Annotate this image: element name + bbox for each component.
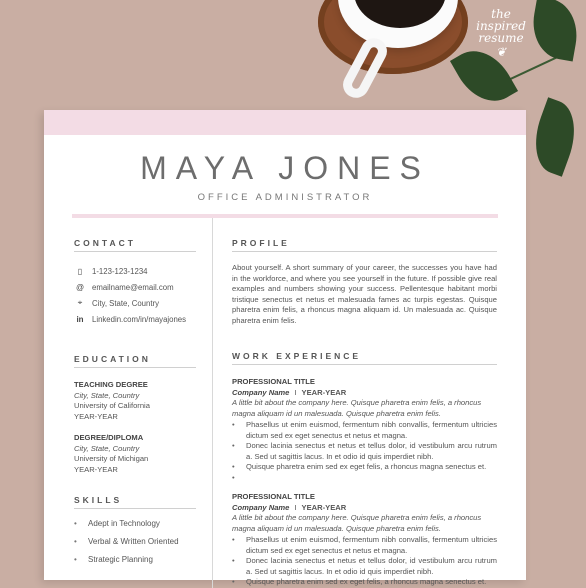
profile-heading: PROFILE bbox=[232, 238, 497, 252]
education-location: City, State, Country bbox=[74, 390, 140, 400]
education-degree: TEACHING DEGREE bbox=[74, 380, 148, 389]
job-bullet-text: Donec lacinia senectus et netus et tellus dolor, id vestibulum arcu rutrum a. Sed ut sagittis lacus. In et odio id quis imperdiet nibh. bbox=[246, 441, 497, 461]
brand-line: the bbox=[491, 7, 511, 21]
job-bullet: • Phasellus ut enim euismod, fermentum nibh convallis, fermentum ultricies dictum sed ex eget senectus et netus et magna. bbox=[232, 420, 497, 440]
column-divider bbox=[212, 218, 213, 588]
job-bullet: • bbox=[232, 473, 497, 484]
job-years: YEAR-YEAR bbox=[301, 387, 347, 397]
leaf-decoration bbox=[524, 97, 586, 176]
job-title: PROFESSIONAL TITLE bbox=[232, 377, 315, 386]
leaf-icon: ❦ bbox=[495, 45, 507, 59]
left-column bbox=[74, 238, 196, 573]
resume-page bbox=[44, 110, 526, 586]
brand-line: resume bbox=[478, 31, 524, 45]
job-about: A little bit about the company here. Quisque pharetra enim felis, a rhoncus magna aliquam id un malesuada. Quisque pharetra enim felis. bbox=[232, 513, 482, 533]
contact-email bbox=[74, 279, 196, 295]
job-about: A little bit about the company here. Quisque pharetra enim felis, a rhoncus magna aliquam id un malesuada. Quisque pharetra enim felis. bbox=[232, 398, 482, 418]
job-bullet: • Quisque pharetra enim sed ex eget felis, a rhoncus magna senectus et. bbox=[232, 462, 497, 473]
job-company-line bbox=[232, 388, 497, 399]
job-separator: I bbox=[294, 387, 297, 397]
contact-phone bbox=[74, 263, 196, 279]
contact-linkedin-text: Linkedin.com/in/mayajones bbox=[92, 314, 187, 324]
education-school: University of California bbox=[74, 401, 150, 410]
education-years: YEAR-YEAR bbox=[74, 464, 118, 474]
education-years: YEAR-YEAR bbox=[74, 411, 118, 421]
contact-list bbox=[74, 263, 196, 327]
education-list bbox=[74, 380, 196, 475]
job-company: Company Name bbox=[232, 387, 290, 397]
job-bullet-text: Phasellus ut enim euismod, fermentum nibh convallis, fermentum ultricies dictum sed ex eget senectus et netus et magna. bbox=[246, 535, 497, 555]
job-bullet-text bbox=[246, 473, 497, 484]
contact-location-text: City, State, Country bbox=[92, 298, 160, 308]
profile-text: About yourself. A short summary of your career, the successes you have had in the workforce, and where you see yourself in the future. If possible give real examples and numbers showing your success. Pellentesque habitant morbi tristique senectus et netus et malesuada fames ac turpis egestas. Quisque pharetra enim felis, a rhoncus magna aliquam id. Un malesuada ac. Quisque pharetra enim felis. bbox=[232, 263, 497, 325]
job-entry bbox=[232, 492, 497, 588]
job-years: YEAR-YEAR bbox=[301, 502, 347, 512]
resume-role: OFFICE ADMINISTRATOR bbox=[197, 192, 373, 203]
skill-item: • Adept in Technology bbox=[74, 519, 160, 528]
phone-icon: ▯ bbox=[77, 266, 83, 276]
job-bullet-text: Quisque pharetra enim sed ex eget felis, a rhoncus magna senectus et. bbox=[246, 577, 487, 586]
resume-name: MAYA JONES bbox=[140, 150, 430, 186]
contact-phone-text: 1-123-123-1234 bbox=[92, 266, 148, 276]
brand-line: inspired bbox=[476, 19, 526, 33]
location-pin-icon: ⌖ bbox=[77, 298, 83, 307]
job-separator: I bbox=[294, 502, 297, 512]
job-bullet: • Donec lacinia senectus et netus et tellus dolor, id vestibulum arcu rutrum a. Sed ut sagittis lacus. In et odio id quis imperdiet nibh. bbox=[232, 441, 497, 461]
skill-text: Adept in Technology bbox=[88, 519, 160, 528]
education-school: University of Michigan bbox=[74, 454, 149, 463]
job-company: Company Name bbox=[232, 502, 290, 512]
top-accent-band bbox=[44, 110, 526, 135]
right-column bbox=[232, 238, 497, 588]
contact-heading: CONTACT bbox=[74, 238, 196, 252]
skill-item: • Strategic Planning bbox=[74, 555, 153, 564]
education-item bbox=[74, 380, 196, 422]
education-item bbox=[74, 433, 196, 475]
skills-list bbox=[74, 519, 196, 573]
education-heading: EDUCATION bbox=[74, 354, 196, 368]
job-bullet: • Quisque pharetra enim sed ex eget felis, a rhoncus magna senectus et. bbox=[232, 577, 497, 588]
job-bullets bbox=[232, 535, 497, 588]
skill-text: Verbal & Written Oriented bbox=[88, 537, 179, 546]
job-bullet-text: Quisque pharetra enim sed ex eget felis, a rhoncus magna senectus et. bbox=[246, 462, 487, 471]
experience-heading: WORK EXPERIENCE bbox=[232, 351, 497, 365]
skill-item: • Verbal & Written Oriented bbox=[74, 537, 179, 546]
header-divider bbox=[72, 214, 498, 218]
contact-linkedin bbox=[74, 311, 196, 327]
job-bullet-text: Donec lacinia senectus et netus et tellus dolor, id vestibulum arcu rutrum a. Sed ut sagittis lacus. In et odio id quis imperdiet nibh. bbox=[246, 556, 497, 576]
job-bullet-text: Phasellus ut enim euismod, fermentum nibh convallis, fermentum ultricies dictum sed ex eget senectus et netus et magna. bbox=[246, 420, 497, 440]
brand-logo bbox=[470, 8, 532, 58]
education-degree: DEGREE/DIPLOMA bbox=[74, 433, 144, 442]
skill-text: Strategic Planning bbox=[88, 555, 153, 564]
skills-heading: SKILLS bbox=[74, 495, 196, 509]
education-location: City, State, Country bbox=[74, 443, 140, 453]
job-company-line bbox=[232, 503, 497, 514]
job-bullet: • Donec lacinia senectus et netus et tellus dolor, id vestibulum arcu rutrum a. Sed ut sagittis lacus. In et odio id quis imperdiet nibh. bbox=[232, 556, 497, 576]
job-bullet: • Phasellus ut enim euismod, fermentum nibh convallis, fermentum ultricies dictum sed ex eget senectus et netus et magna. bbox=[232, 535, 497, 555]
linkedin-icon: in bbox=[76, 314, 84, 324]
leaf-decoration bbox=[527, 0, 582, 62]
job-entry bbox=[232, 377, 497, 483]
contact-location bbox=[74, 295, 196, 311]
at-icon: @ bbox=[75, 282, 85, 292]
job-title: PROFESSIONAL TITLE bbox=[232, 492, 315, 501]
job-bullets bbox=[232, 420, 497, 483]
contact-email-text: emailname@email.com bbox=[92, 282, 174, 292]
